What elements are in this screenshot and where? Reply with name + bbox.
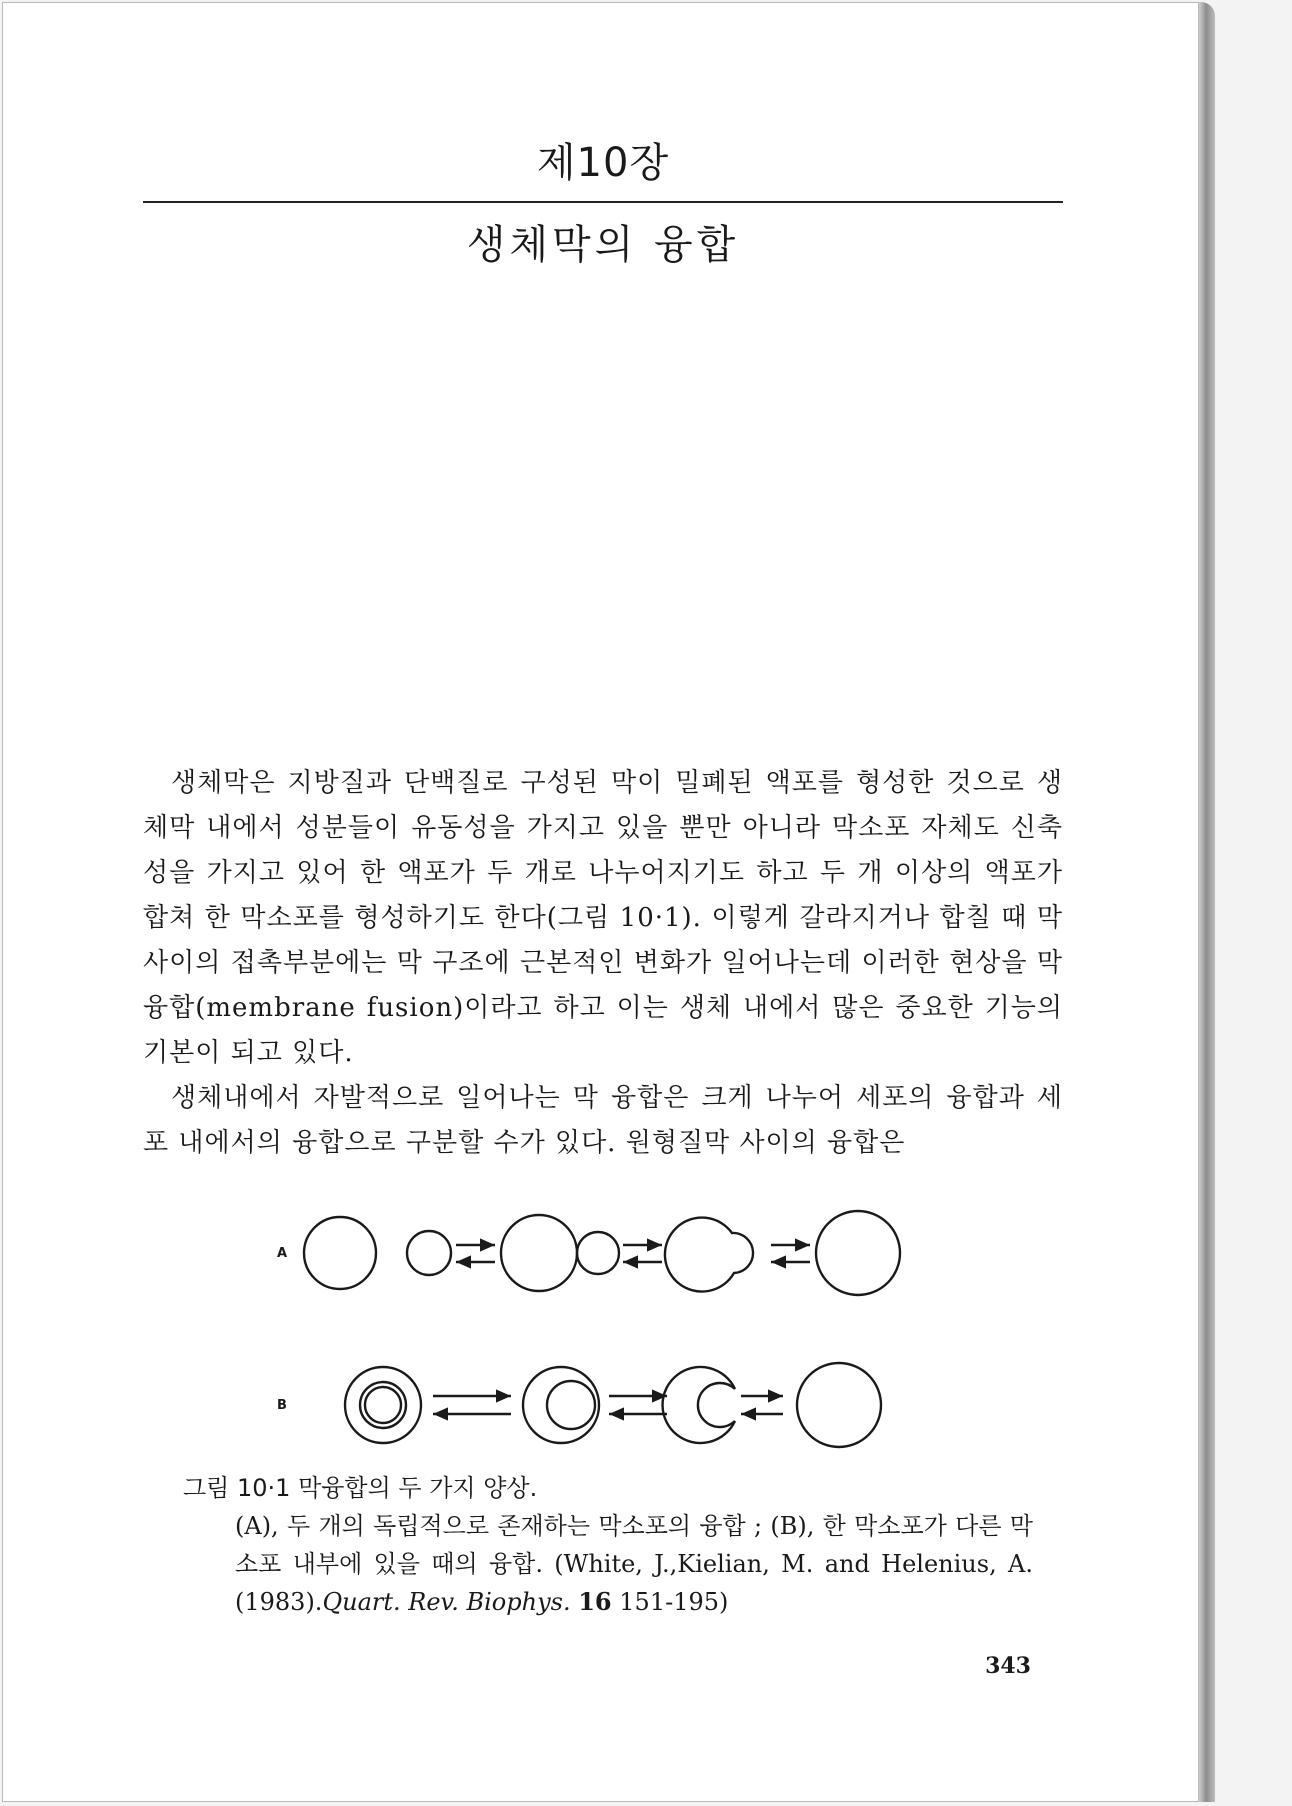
book-page (2, 2, 1199, 1802)
vesicle-fused (797, 1363, 881, 1447)
vesicle-large (304, 1217, 376, 1289)
row-b-label: B (277, 1398, 287, 1413)
journal-pages: 151-195) (619, 1588, 729, 1616)
journal-volume: 16 (578, 1587, 612, 1616)
caption-title: 그림 10·1 막융합의 두 가지 양상. (183, 1474, 538, 1502)
caption-body (235, 1507, 1033, 1621)
paragraph-1: 생체막은 지방질과 단백질로 구성된 막이 밀폐된 액포를 형성한 것으로 생체막 내에서 성분들이 유동성을 가지고 있을 뿐만 아니라 막소포 자체도 신축성을 가지고 있어 한 액포가 두 개로 나누어지기도 하고 두 개 이상의 액포가 합쳐 한 막소포를 형성하기도 한다(그림 10·1). 이렇게 갈라지거나 합칠 때 막 사이의 접촉부분에는 막 구조에 근본적인 변화가 일어나는데 이러한 현상을 막 융합(membrane fusion)이라고 하고 이는 생체 내에서 많은 중요한 기능의 기본이 되고 있다. (143, 768, 1063, 1068)
vesicle-outer (345, 1367, 421, 1443)
figure-caption (183, 1469, 1033, 1621)
vesicle-inner (360, 1382, 406, 1428)
chapter-title: 생체막의 융합 (466, 222, 740, 268)
chapter-divider (143, 201, 1063, 203)
row-a-label: A (277, 1246, 288, 1261)
page-number: 343 (985, 1653, 1031, 1679)
page-edge-shadow (1199, 2, 1215, 1802)
body-text (143, 761, 1063, 1166)
vesicle-outer (523, 1367, 599, 1443)
paragraph-2: 생체내에서 자발적으로 일어나는 막 융합은 크게 나누어 세포의 융합과 세포 내에서의 융합으로 구분할 수가 있다. 원형질막 사이의 융합은 (143, 1083, 1063, 1158)
vesicle-inner-membrane (365, 1387, 401, 1423)
fusion-diagram (263, 1193, 943, 1493)
vesicle-contact-small (577, 1232, 619, 1274)
vesicle-fusing (665, 1218, 753, 1292)
vesicle-small (407, 1231, 451, 1275)
chapter-number: 제10장 (536, 140, 670, 186)
caption-text: (A), 두 개의 독립적으로 존재하는 막소포의 융합 ; (B), 한 막소포가 다른 막소포 내부에 있을 때의 융합. (White, J.,Kielian, M. and Helenius, A.(1983). (235, 1512, 1033, 1616)
vesicle-fused (816, 1211, 900, 1295)
journal-name: Quart. Rev. Biophys. (322, 1588, 571, 1616)
vesicle-opening-inner (698, 1383, 735, 1427)
membrane-fusion-figure (263, 1193, 943, 1493)
vesicle-contact-large (501, 1215, 577, 1291)
vesicle-inner-contact (547, 1381, 595, 1429)
